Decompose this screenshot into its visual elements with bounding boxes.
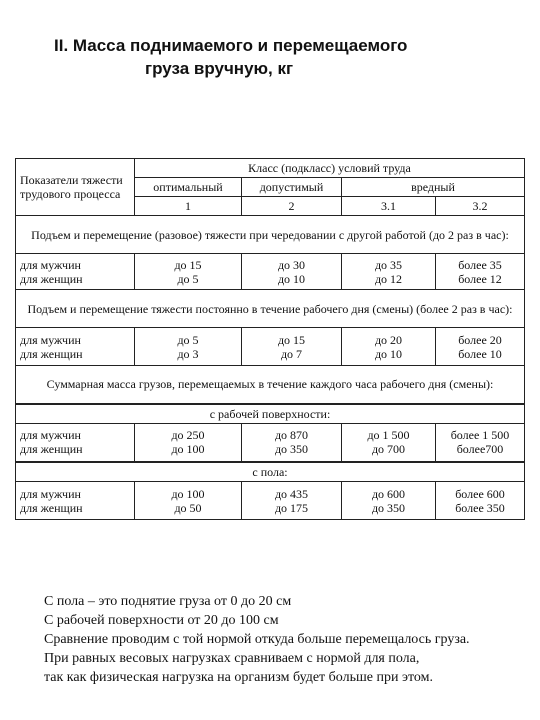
women-value: более 350 [455,500,505,515]
value-cell [242,424,342,462]
men-label: для мужчин [20,257,81,272]
men-value: до 1 500 [367,428,410,443]
section-subtitle-row [16,462,525,482]
table-row [16,328,525,366]
women-value: до 3 [177,346,199,361]
section-title: Подъем и перемещение (разовое) тяжести при чередовании с другой работой (до 2 раз в час): [16,216,525,254]
men-value: до 15 [174,257,202,272]
men-value: до 870 [274,428,309,443]
men-value: до 30 [277,257,306,272]
class-2-header: 2 [242,197,342,216]
table-row [16,254,525,290]
title-line-2: груза вручную, кг [145,59,294,78]
women-value: до 12 [374,271,403,286]
men-value: более 1 500 [450,428,510,443]
women-label: для женщин [20,500,83,515]
women-value: до 7 [280,346,303,361]
section-title-row [16,216,525,254]
women-label: для женщин [20,442,83,457]
table-row [16,424,525,462]
men-value: до 20 [374,332,403,347]
value-cell [342,482,436,520]
women-value: до 350 [371,500,406,515]
women-value: до 100 [171,442,205,457]
class-3-2-header: 3.2 [436,197,525,216]
title-line-1: II. Масса поднимаемого и перемещаемого [54,36,408,55]
class-3-1-header: 3.1 [342,197,436,216]
women-value: до 10 [277,271,306,286]
section-subtitle: с рабочей поверхности: [16,404,525,424]
men-value: до 100 [171,486,205,501]
women-value: до 175 [274,500,309,515]
section-title: Суммарная масса грузов, перемещаемых в течение каждого часа рабочего дня (смены): [16,366,525,404]
note-line: С рабочей поверхности от 20 до 100 см [44,613,279,628]
gender-labels [16,328,135,366]
men-value: более 600 [455,486,505,501]
class-header: Класс (подкласс) условий труда [135,159,525,178]
value-cell [135,424,242,462]
indicator-header: Показатели тяжести трудового процесса [16,159,135,216]
men-value: более 35 [458,257,502,272]
men-label: для мужчин [20,486,81,501]
table-row [16,482,525,520]
value-cell [436,482,525,520]
notes-block [44,592,534,687]
section-title-row [16,366,525,404]
section-subtitle: с пола: [16,462,525,482]
note-line: Сравнение проводим с той нормой откуда больше перемещалось груза. [44,632,470,647]
gender-labels [16,424,135,462]
value-cell [242,254,342,290]
women-value: более700 [456,442,504,457]
men-value: до 600 [371,486,406,501]
women-value: до 700 [371,442,406,457]
value-cell [242,328,342,366]
value-cell [135,328,242,366]
gender-labels [16,482,135,520]
note-line: так как физическая нагрузка на организм будет больше при этом. [44,670,433,685]
men-value: до 250 [171,428,205,443]
men-value: до 35 [374,257,403,272]
cargo-mass-table [15,158,525,520]
optimal-header: оптимальный [135,178,242,197]
women-label: для женщин [20,271,83,286]
value-cell [436,328,525,366]
note-line: С пола – это поднятие груза от 0 до 20 см [44,594,292,609]
value-cell [342,254,436,290]
women-value: до 5 [177,271,199,286]
value-cell [342,424,436,462]
section-title: Подъем и перемещение тяжести постоянно в течение рабочего дня (смены) (более 2 раз в час): [16,290,525,328]
value-cell [135,482,242,520]
men-value: до 435 [274,486,309,501]
note-line: При равных весовых нагрузках сравниваем с нормой для пола, [44,651,420,666]
women-value: до 50 [174,500,202,515]
men-value: до 15 [277,332,306,347]
value-cell [342,328,436,366]
section-subtitle-row [16,404,525,424]
women-value: до 350 [274,442,309,457]
women-value: более 10 [458,346,502,361]
men-value: до 5 [177,332,199,347]
women-value: более 12 [458,271,502,286]
women-value: до 10 [374,346,403,361]
value-cell [135,254,242,290]
gender-labels [16,254,135,290]
men-value: более 20 [458,332,502,347]
header-row-1 [16,159,525,178]
class-1-header: 1 [135,197,242,216]
acceptable-header: допустимый [242,178,342,197]
value-cell [436,254,525,290]
men-label: для мужчин [20,428,81,443]
harmful-header: вредный [342,178,525,197]
women-label: для женщин [20,346,83,361]
section-title-row [16,290,525,328]
value-cell [242,482,342,520]
value-cell [436,424,525,462]
men-label: для мужчин [20,332,81,347]
